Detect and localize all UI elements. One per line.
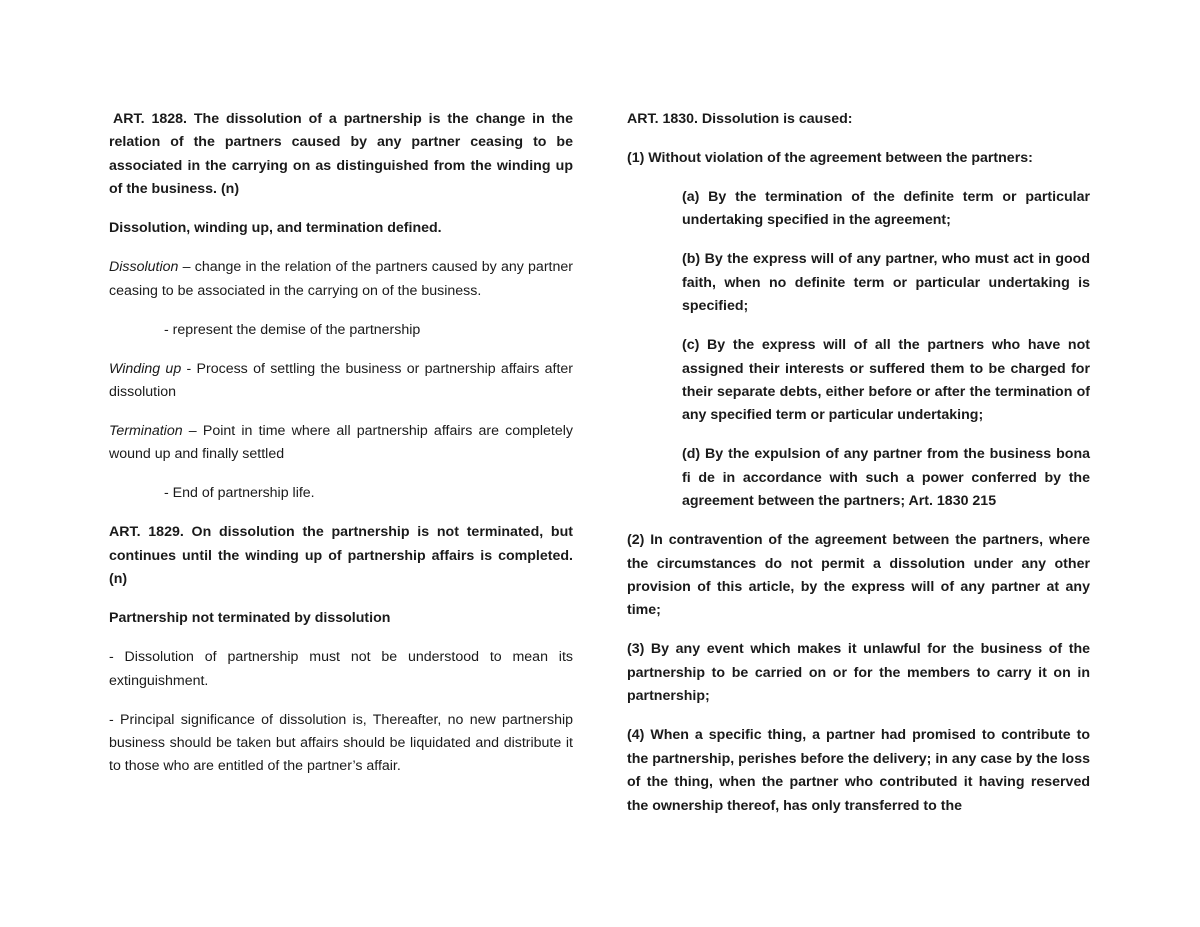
bullet-extinguishment: - Dissolution of partnership must not be understood to mean its extinguishment. bbox=[109, 649, 573, 689]
not-terminated-heading: Partnership not terminated by dissolution bbox=[109, 610, 391, 627]
item-1a: (a) By the termination of the definite term or particular undertaking specified in the agreement; bbox=[682, 189, 1090, 229]
dissolution-term: Dissolution bbox=[109, 259, 179, 276]
item-1c: (c) By the express will of all the partners who have not assigned their interests or suffered them to be charged for their separate debts, either before or after the termination of any specified term or particular undertaking; bbox=[682, 337, 1090, 424]
item-1d: (d) By the expulsion of any partner from the business bona fi de in accordance with such a power conferred by the agreement between the partners; Art. 1830 215 bbox=[682, 446, 1090, 510]
termination-text: – Point in time where all partnership affairs are completely wound up and finally settled bbox=[109, 423, 573, 463]
art-1829-paragraph: ART. 1829. On dissolution the partnership is not terminated, but continues until the winding up of partnership affairs is completed. (n) bbox=[109, 524, 573, 588]
item-4: (4) When a specific thing, a partner had promised to contribute to the partnership, perishes before the delivery; in any case by the loss of the thing, when the partner who contributed it having reserved the ownership thereof, has only transferred to the bbox=[627, 727, 1090, 814]
left-column bbox=[109, 108, 573, 794]
dissolution-note: - represent the demise of the partnership bbox=[164, 321, 421, 338]
dissolution-text: – change in the relation of the partners caused by any partner ceasing to be associated in the carrying on of the business. bbox=[109, 259, 573, 299]
winding-up-definition bbox=[109, 358, 573, 405]
art-1828-paragraph: ART. 1828. The dissolution of a partnership is the change in the relation of the partners caused by any partner ceasing to be associated in the carrying on as distinguished from the winding up of the business. (n) bbox=[109, 111, 573, 198]
termination-term: Termination bbox=[109, 423, 183, 440]
bullet-significance: - Principal significance of dissolution is, Thereafter, no new partnership business should be taken but affairs should be liquidated and distribute it to those who are entitled of the partner’s affair. bbox=[109, 711, 573, 775]
item-1: (1) Without violation of the agreement between the partners: bbox=[627, 150, 1033, 166]
item-1b: (b) By the express will of any partner, who must act in good faith, when no definite term or particular undertaking is specified; bbox=[682, 251, 1090, 315]
art-1830-heading: ART. 1830. Dissolution is caused: bbox=[627, 111, 853, 127]
dissolution-definition bbox=[109, 256, 573, 303]
item-2: (2) In contravention of the agreement between the partners, where the circumstances do not permit a dissolution under any other provision of this article, by the express will of any partner at any time; bbox=[627, 532, 1090, 619]
item-3: (3) By any event which makes it unlawful for the business of the partnership to be carried on or for the members to carry it on in partnership; bbox=[627, 641, 1090, 705]
winding-up-term: Winding up bbox=[109, 360, 182, 377]
termination-definition bbox=[109, 420, 573, 467]
winding-up-text: - Process of settling the business or partnership affairs after dissolution bbox=[109, 360, 573, 401]
definitions-heading: Dissolution, winding up, and termination defined. bbox=[109, 220, 442, 237]
right-column bbox=[627, 108, 1090, 834]
termination-note: - End of partnership life. bbox=[164, 485, 315, 502]
